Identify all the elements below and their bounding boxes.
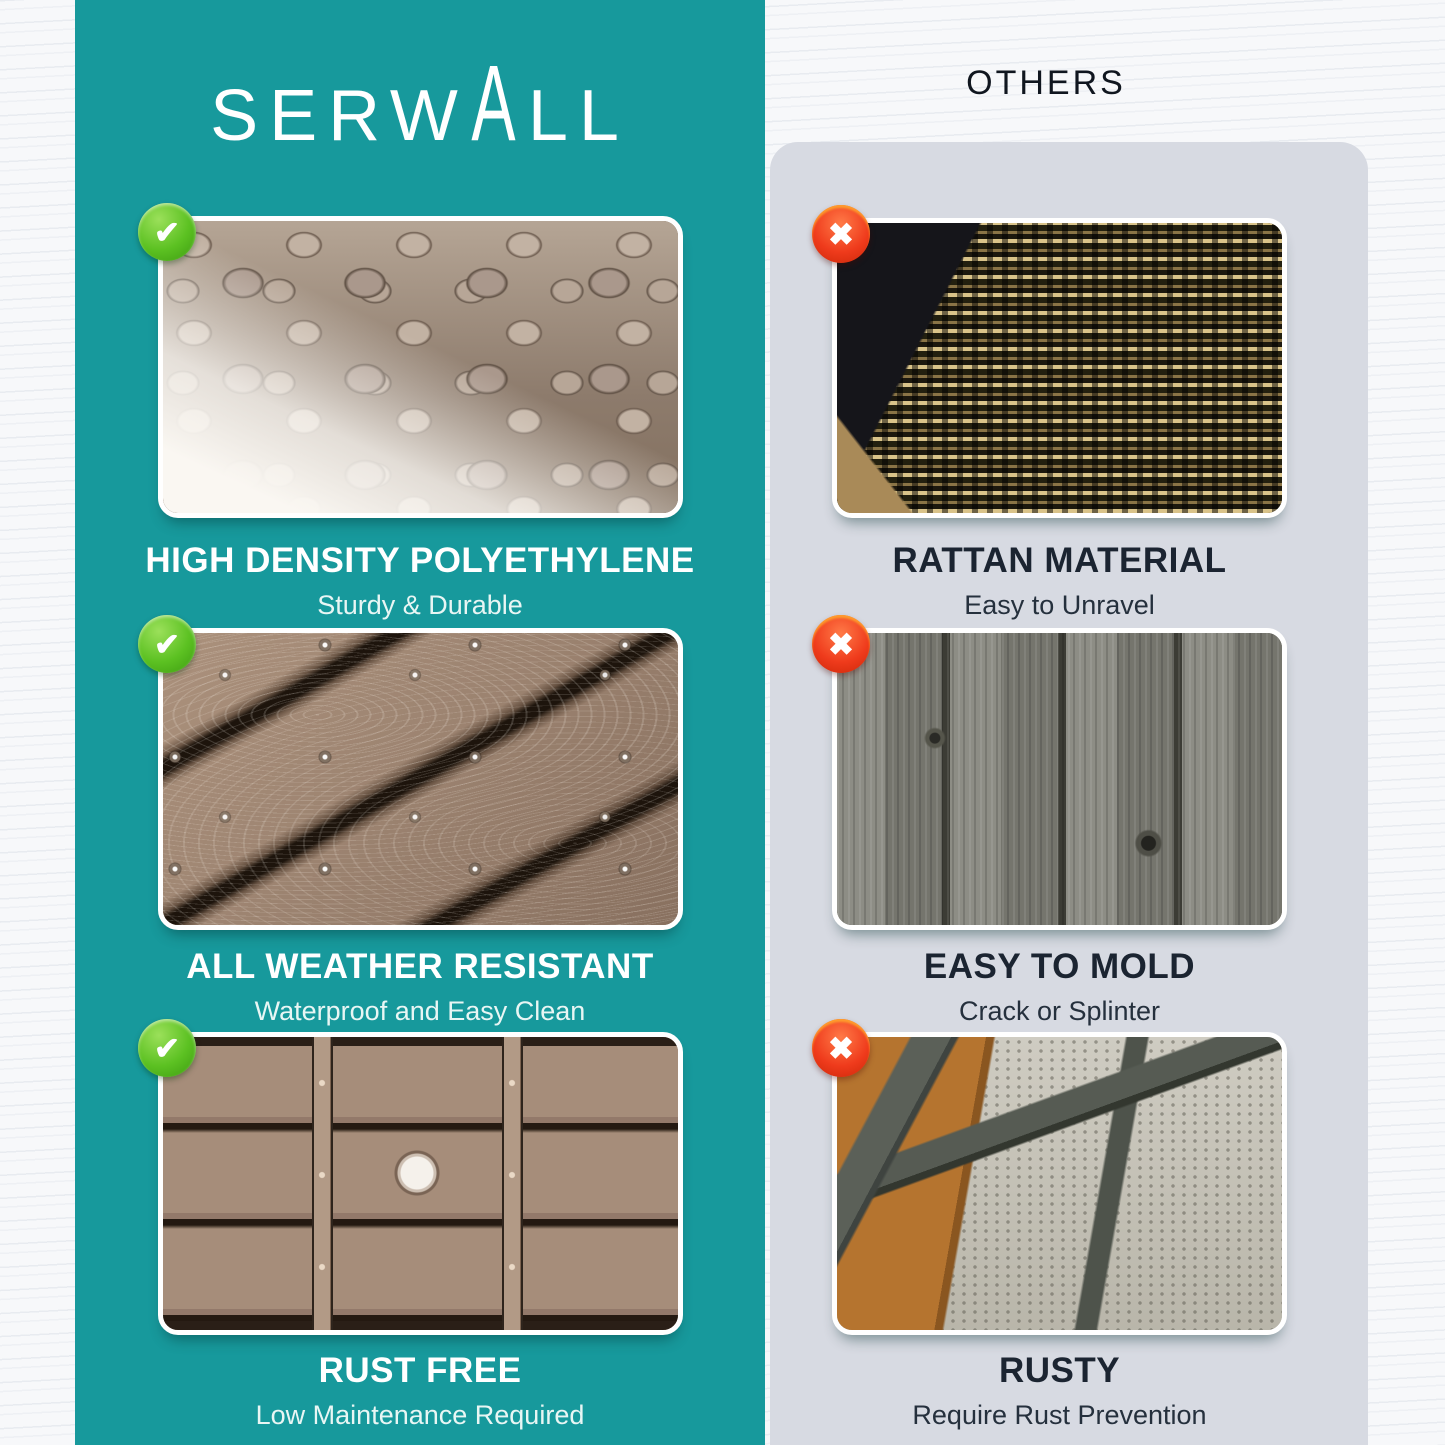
rusty-chair-legs-image	[837, 1037, 1282, 1330]
logo-prefix: SERW	[210, 76, 469, 156]
feature-card-weather	[158, 628, 683, 930]
x-glyph: ✖	[828, 1030, 854, 1066]
check-icon	[138, 1019, 196, 1077]
feature-caption-hdpe	[75, 542, 765, 620]
feature-title: ALL WEATHER RESISTANT	[186, 947, 654, 986]
rattan-weave-image	[837, 223, 1282, 513]
feature-caption-weather	[75, 948, 765, 1026]
others-heading: OTHERS	[966, 64, 1126, 102]
drawback-card-rusty	[832, 1032, 1287, 1335]
drawback-subtitle: Crack or Splinter	[958, 995, 1161, 1026]
check-glyph: ✔	[154, 626, 180, 662]
logo-stylized-a: A	[471, 44, 526, 164]
drawback-card-rattan	[832, 218, 1287, 518]
feature-card-hdpe	[158, 216, 683, 518]
weathered-wood-planks-image	[837, 633, 1282, 925]
check-glyph: ✔	[154, 214, 180, 250]
table-underside-image	[163, 1037, 678, 1330]
check-icon	[138, 615, 196, 673]
drawback-title: EASY TO MOLD	[923, 947, 1196, 986]
x-glyph: ✖	[828, 626, 854, 662]
serwall-logo	[75, 44, 765, 164]
x-icon	[812, 1019, 870, 1077]
drawback-subtitle: Require Rust Prevention	[912, 1399, 1207, 1430]
x-icon	[812, 205, 870, 263]
composite-decking-water-drops-image	[163, 633, 678, 925]
drawback-caption-mold	[832, 948, 1287, 1026]
feature-subtitle: Waterproof and Easy Clean	[254, 995, 586, 1026]
drawback-card-mold	[832, 628, 1287, 930]
feature-title: HIGH DENSITY POLYETHYLENE	[145, 541, 695, 580]
check-glyph: ✔	[154, 1030, 180, 1066]
feature-card-rustfree	[158, 1032, 683, 1335]
feature-subtitle: Sturdy & Durable	[317, 589, 523, 620]
feature-caption-rustfree	[75, 1352, 765, 1430]
drawback-title: RATTAN MATERIAL	[892, 541, 1227, 580]
drawback-caption-rattan	[832, 542, 1287, 620]
x-icon	[812, 615, 870, 673]
logo-suffix: LL	[527, 76, 630, 156]
drawback-title: RUSTY	[998, 1351, 1121, 1390]
feature-title: RUST FREE	[318, 1351, 522, 1390]
hdpe-pellets-image	[163, 221, 678, 513]
check-icon	[138, 203, 196, 261]
drawback-subtitle: Easy to Unravel	[964, 589, 1155, 620]
feature-subtitle: Low Maintenance Required	[255, 1399, 585, 1430]
x-glyph: ✖	[828, 216, 854, 252]
drawback-caption-rusty	[832, 1352, 1287, 1430]
